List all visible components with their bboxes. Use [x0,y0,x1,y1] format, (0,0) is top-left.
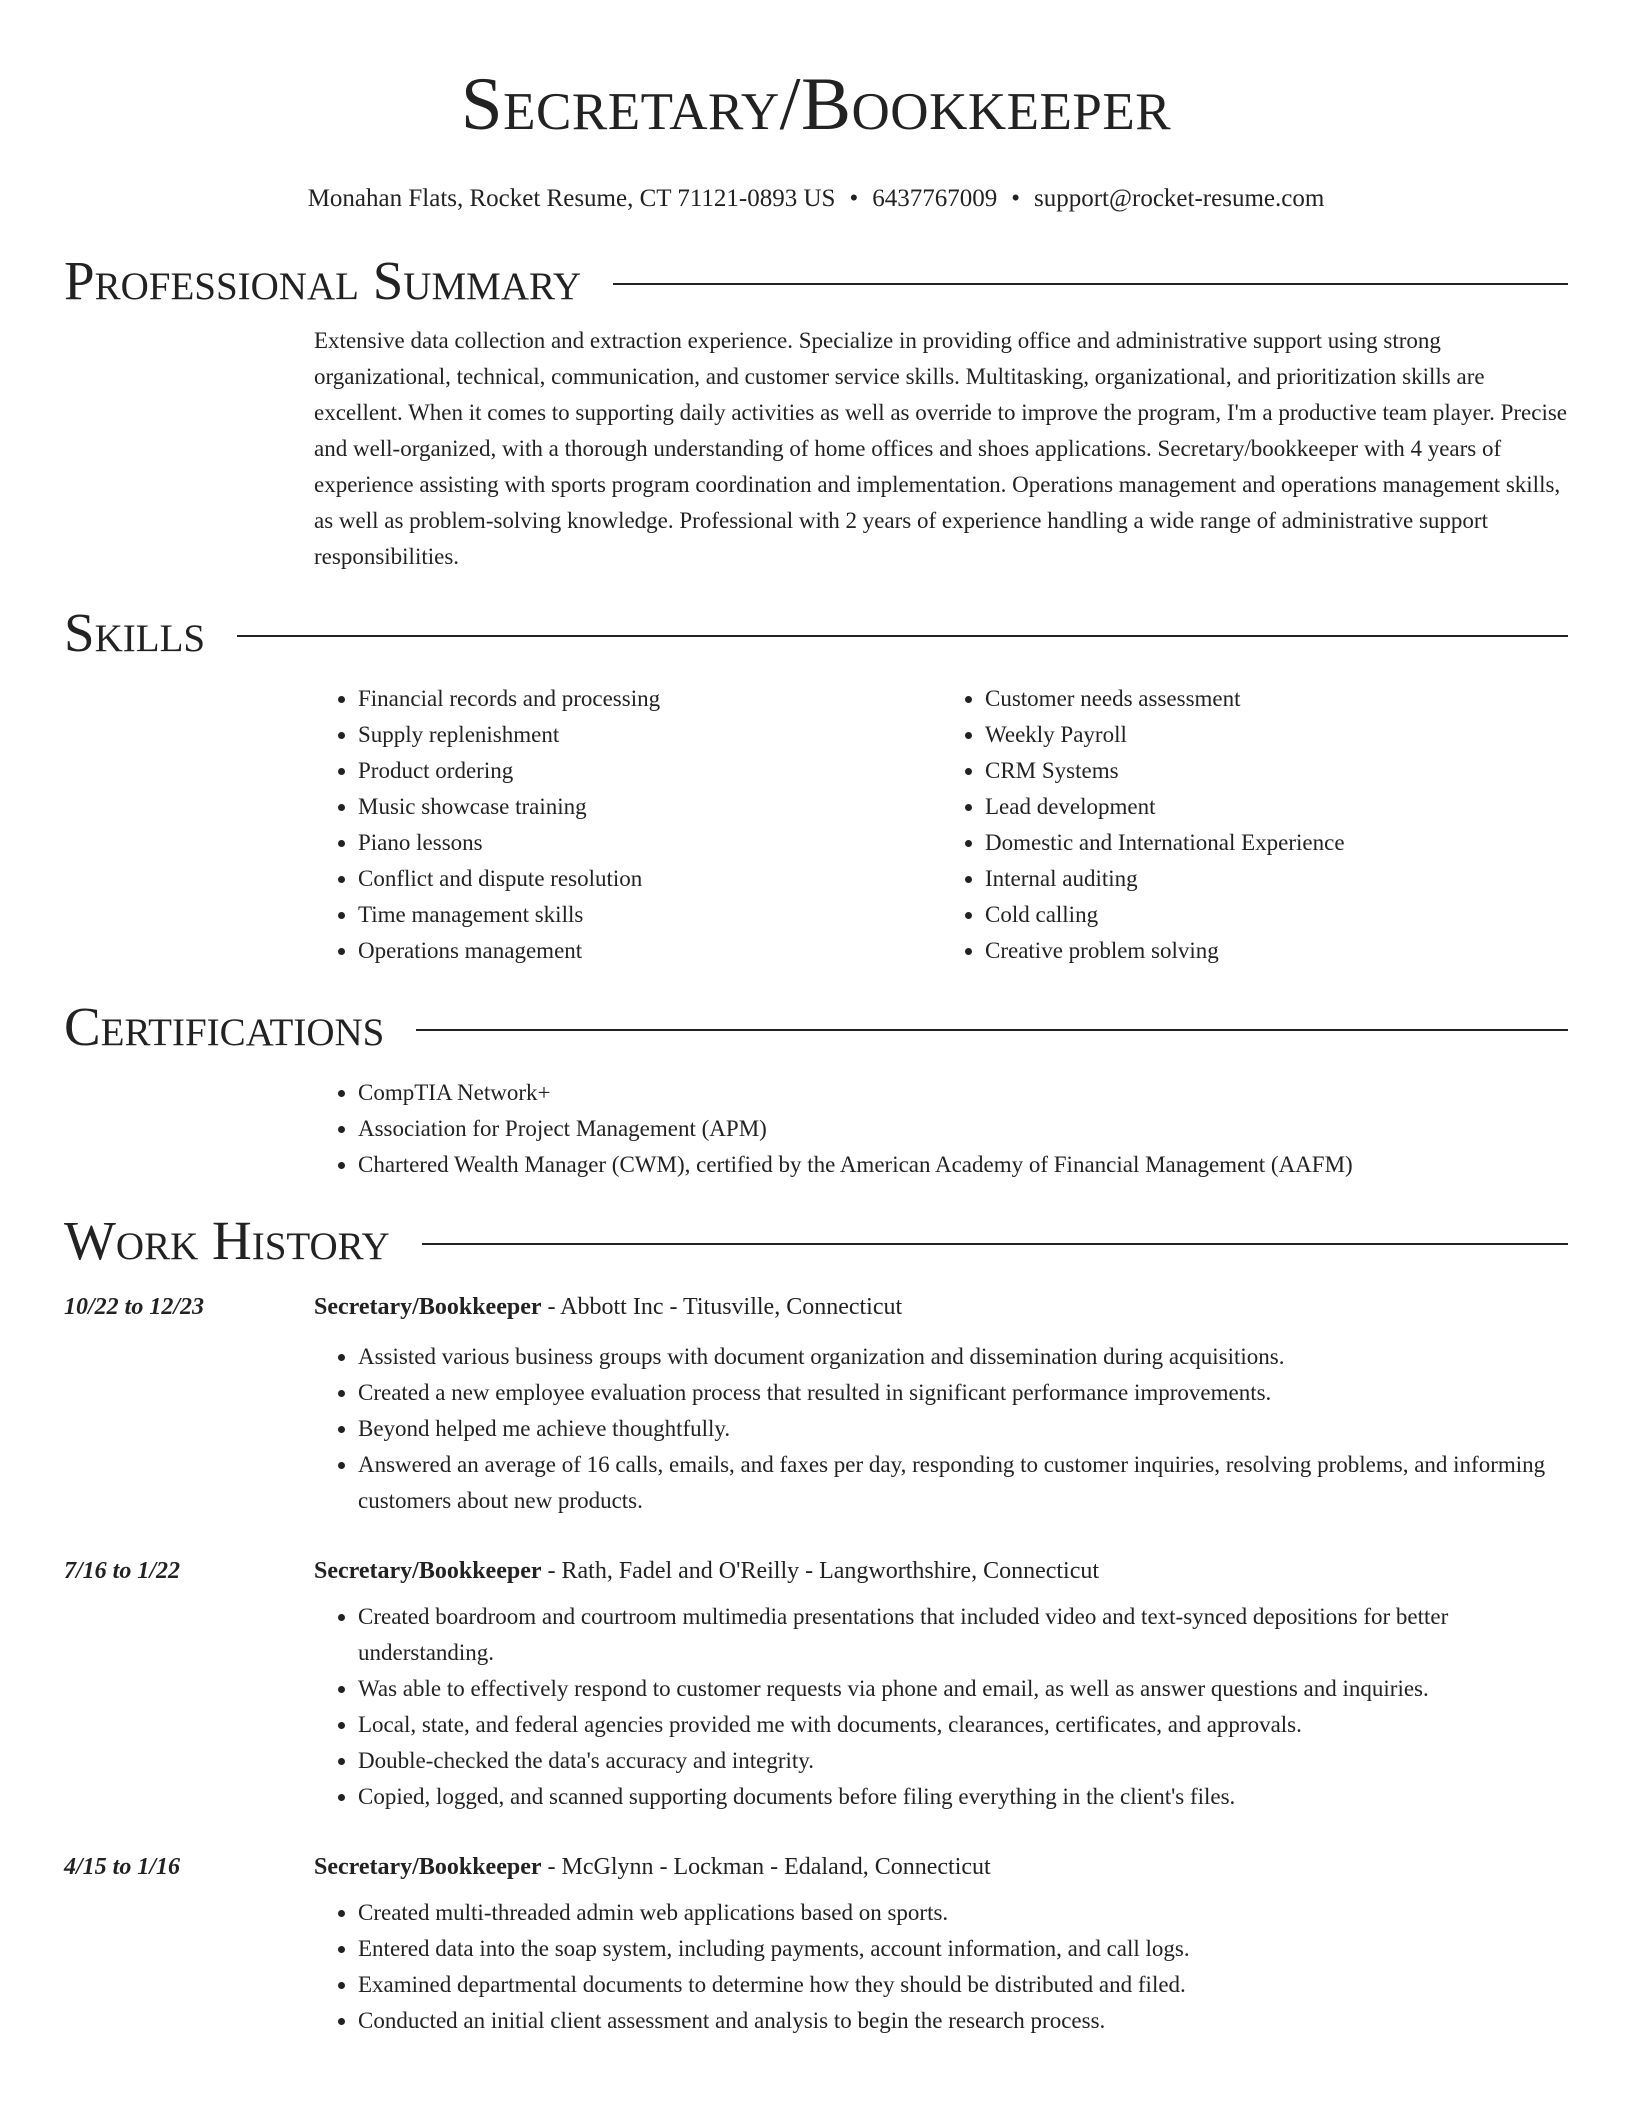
skills-heading: Skills [64,602,206,663]
section-divider [237,635,1568,637]
job-details [314,1289,1568,1519]
job-bullet: • Double-checked the data's accuracy and integrity. [358,1743,1568,1779]
skill-item: • Product ordering [358,753,941,789]
section-divider [613,283,1568,285]
skill-item: • Customer needs assessment [985,681,1568,717]
job-dates: 10/22 to 12/23 [64,1294,205,1320]
summary-heading: Professional Summary [64,250,582,311]
skills-section [314,681,1568,969]
job-dates: 4/15 to 1/16 [64,1854,181,1880]
skills-list-right [941,681,1568,969]
skill-item: • Cold calling [985,897,1568,933]
job-bullet: • Created boardroom and courtroom multimedia presentations that included video and text-synced depositions for better understanding. [358,1599,1568,1671]
job-title: Secretary/Bookkeeper [314,1854,542,1880]
skill-item: • Lead development [985,789,1568,825]
job-bullet: • Assisted various business groups with document organization and dissemination during acquisitions. [358,1339,1568,1375]
job-employer: - Abbott Inc - Titusville, Connecticut [541,1294,903,1320]
bullet-separator: • [849,185,859,212]
certifications-list [314,1075,1568,1183]
work-heading: Work History [64,1210,390,1271]
job-entry [64,1849,1568,2039]
job-entry [64,1553,1568,1815]
resume-page [64,0,1568,2039]
job-bullets [314,1599,1568,1815]
job-details [314,1849,1568,2039]
skill-item: • Conflict and dispute resolution [358,861,941,897]
skill-item: • Financial records and processing [358,681,941,717]
contact-phone: 6437767009 [872,185,998,212]
skill-item: • Music showcase training [358,789,941,825]
job-bullet: • Created a new employee evaluation process that resulted in significant performance improvements. [358,1375,1568,1411]
job-bullet: • Local, state, and federal agencies provided me with documents, clearances, certificates, and approvals. [358,1707,1568,1743]
skill-item: • Internal auditing [985,861,1568,897]
job-employer: - McGlynn - Lockman - Edaland, Connecticut [541,1854,991,1880]
contact-email: support@rocket-resume.com [1033,185,1325,212]
skill-item: • Creative problem solving [985,933,1568,969]
certifications-section-header [64,995,1568,1059]
summary-section [314,323,1568,575]
job-details [314,1553,1568,1815]
summary-section-header [64,249,1568,313]
resume-name: Secretary/Bookkeeper [460,63,1172,146]
job-bullets [314,1895,1568,2039]
job-bullets [314,1339,1568,1519]
job-bullet: • Beyond helped me achieve thoughtfully. [358,1411,1568,1447]
bullet-separator: • [1011,185,1020,212]
skill-item: • Domestic and International Experience [985,825,1568,861]
job-bullet: • Conducted an initial client assessment and analysis to begin the research process. [358,2003,1568,2039]
job-title: Secretary/Bookkeeper [314,1294,542,1320]
job-employer: - Rath, Fadel and O'Reilly - Langworthshire, Connecticut [541,1558,1100,1584]
skills-section-header [64,601,1568,665]
skill-item: • Weekly Payroll [985,717,1568,753]
work-section-header [64,1209,1568,1273]
contact-address: Monahan Flats, Rocket Resume, CT 71121-0893 US [307,185,836,212]
section-divider [416,1029,1568,1031]
job-title-line [314,1289,1568,1325]
skill-item: • Supply replenishment [358,717,941,753]
certifications-heading: Certifications [64,996,385,1057]
certification-item: • CompTIA Network+ [358,1075,1568,1111]
certifications-section [314,1075,1568,1183]
job-bullet: • Entered data into the soap system, including payments, account information, and call logs. [358,1931,1568,1967]
job-bullet: • Examined departmental documents to determine how they should be distributed and filed. [358,1967,1568,2003]
job-bullet: • Answered an average of 16 calls, emails, and faxes per day, responding to customer inquiries, resolving problems, and informing customers about new products. [358,1447,1568,1519]
certification-item: • Association for Project Management (APM) [358,1111,1568,1147]
contact-line [64,184,1568,214]
job-entry [64,1289,1568,1519]
skill-item: • CRM Systems [985,753,1568,789]
job-bullet: • Created multi-threaded admin web applications based on sports. [358,1895,1568,1931]
section-divider [422,1243,1568,1245]
job-title-line [314,1553,1568,1589]
skill-item: • Time management skills [358,897,941,933]
skills-list-left [314,681,941,969]
summary-text: Extensive data collection and extraction experience. Specialize in providing office and administrative support using strong organizational, technical, communication, and customer service skills. Multitasking, organizational, and prioritization skills are excellent. When it comes to supporting daily activities as well as override to improve the program, I'm a productive team player. Precise and well-organized, with a thorough understanding of home offices and shoes applications. Secretary/bookkeeper with 4 years of experience assisting with sports program coordination and implementation. Operations management and operations management skills, as well as problem-solving knowledge. Professional with 2 years of experience handling a wide range of administrative support responsibilities. [314,328,1568,569]
job-title-line [314,1849,1568,1885]
skill-item: • Piano lessons [358,825,941,861]
job-bullet: • Copied, logged, and scanned supporting documents before filing everything in the client's files. [358,1779,1568,1815]
job-bullet: • Was able to effectively respond to customer requests via phone and email, as well as answer questions and inquiries. [358,1671,1568,1707]
job-dates: 7/16 to 1/22 [64,1558,181,1584]
job-title: Secretary/Bookkeeper [314,1558,542,1584]
certification-item: • Chartered Wealth Manager (CWM), certified by the American Academy of Financial Management (AAFM) [358,1147,1568,1183]
skill-item: • Operations management [358,933,941,969]
